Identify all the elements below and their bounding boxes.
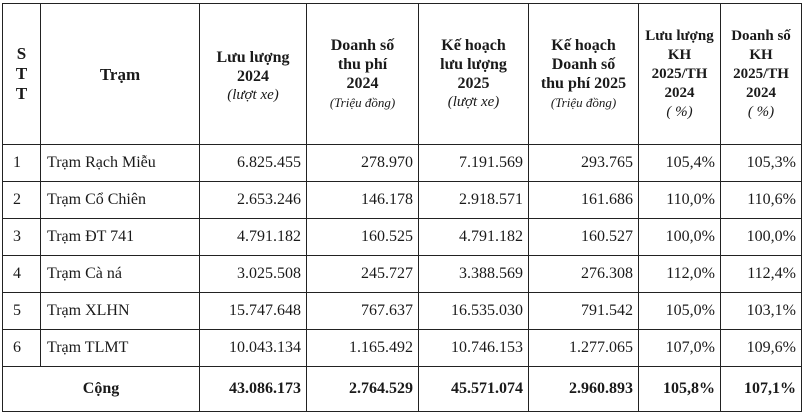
header-plan-revenue-2025-unit: (Triệu đồng) — [550, 95, 617, 110]
row-traffic-2024: 15.747.648 — [200, 293, 307, 330]
row-traffic-2024: 4.791.182 — [200, 219, 307, 256]
row-stt: 5 — [3, 293, 41, 330]
row-revenue-2024: 245.727 — [307, 256, 419, 293]
row-station: Trạm ĐT 741 — [41, 219, 200, 256]
header-plan-traffic-2025 — [419, 4, 529, 145]
total-ratio-revenue: 107,1% — [721, 367, 802, 412]
total-plan-revenue-2025: 2.960.893 — [529, 367, 639, 412]
row-ratio-revenue: 103,1% — [721, 293, 802, 330]
table-row — [3, 182, 802, 219]
row-traffic-2024: 2.653.246 — [200, 182, 307, 219]
header-traffic-2024-title: Lưu lượng 2024 — [216, 48, 290, 85]
row-ratio-traffic: 112,0% — [639, 256, 721, 293]
total-label: Cộng — [3, 367, 200, 412]
header-ratio-traffic-title: Lưu lượng KH 2025/TH 2024 — [645, 27, 714, 101]
header-plan-traffic-2025-unit: (lượt xe) — [447, 94, 500, 110]
total-row — [3, 367, 802, 412]
table-row — [3, 293, 802, 330]
row-ratio-traffic: 100,0% — [639, 219, 721, 256]
header-station: Trạm — [41, 4, 200, 145]
header-traffic-2024-unit: (lượt xe) — [227, 86, 279, 103]
row-plan-revenue-2025: 791.542 — [529, 293, 639, 330]
row-stt: 6 — [3, 330, 41, 367]
header-ratio-revenue-title: Doanh số KH 2025/TH 2024 — [731, 27, 791, 101]
row-stt: 4 — [3, 256, 41, 293]
row-ratio-revenue: 100,0% — [721, 219, 802, 256]
row-plan-revenue-2025: 293.765 — [529, 145, 639, 182]
toll-station-table — [2, 3, 802, 412]
row-ratio-traffic: 105,0% — [639, 293, 721, 330]
total-revenue-2024: 2.764.529 — [307, 367, 419, 412]
row-station: Trạm Cổ Chiên — [41, 182, 200, 219]
header-plan-traffic-2025-title: Kế hoạch lưu lượng 2025 — [440, 37, 507, 92]
header-plan-revenue-2025 — [529, 4, 639, 145]
row-ratio-revenue: 112,4% — [721, 256, 802, 293]
row-plan-traffic-2025: 3.388.569 — [419, 256, 529, 293]
row-plan-traffic-2025: 7.191.569 — [419, 145, 529, 182]
header-revenue-2024-title: Doanh số thu phí 2024 — [330, 37, 395, 92]
row-revenue-2024: 146.178 — [307, 182, 419, 219]
row-station: Trạm Cà ná — [41, 256, 200, 293]
row-revenue-2024: 1.165.492 — [307, 330, 419, 367]
table-row — [3, 145, 802, 182]
table-row — [3, 256, 802, 293]
row-plan-revenue-2025: 1.277.065 — [529, 330, 639, 367]
row-plan-traffic-2025: 10.746.153 — [419, 330, 529, 367]
row-plan-revenue-2025: 161.686 — [529, 182, 639, 219]
row-station: Trạm XLHN — [41, 293, 200, 330]
row-ratio-revenue: 105,3% — [721, 145, 802, 182]
total-plan-traffic-2025: 45.571.074 — [419, 367, 529, 412]
row-revenue-2024: 160.525 — [307, 219, 419, 256]
row-station: Trạm Rạch Miễu — [41, 145, 200, 182]
row-ratio-revenue: 110,6% — [721, 182, 802, 219]
header-stt: S T T — [3, 4, 41, 145]
row-ratio-revenue: 109,6% — [721, 330, 802, 367]
row-revenue-2024: 278.970 — [307, 145, 419, 182]
row-plan-revenue-2025: 276.308 — [529, 256, 639, 293]
row-ratio-traffic: 110,0% — [639, 182, 721, 219]
row-ratio-traffic: 107,0% — [639, 330, 721, 367]
header-ratio-traffic — [639, 4, 721, 145]
row-stt: 3 — [3, 219, 41, 256]
row-plan-traffic-2025: 16.535.030 — [419, 293, 529, 330]
total-ratio-traffic: 105,8% — [639, 367, 721, 412]
row-plan-traffic-2025: 2.918.571 — [419, 182, 529, 219]
row-station: Trạm TLMT — [41, 330, 200, 367]
row-traffic-2024: 3.025.508 — [200, 256, 307, 293]
row-traffic-2024: 10.043.134 — [200, 330, 307, 367]
row-stt: 1 — [3, 145, 41, 182]
row-plan-traffic-2025: 4.791.182 — [419, 219, 529, 256]
header-traffic-2024 — [200, 4, 307, 145]
row-ratio-traffic: 105,4% — [639, 145, 721, 182]
total-traffic-2024: 43.086.173 — [200, 367, 307, 412]
header-ratio-revenue — [721, 4, 802, 145]
header-revenue-2024-unit: (Triệu đồng) — [329, 95, 396, 110]
header-revenue-2024 — [307, 4, 419, 145]
row-revenue-2024: 767.637 — [307, 293, 419, 330]
table-row — [3, 219, 802, 256]
row-traffic-2024: 6.825.455 — [200, 145, 307, 182]
row-plan-revenue-2025: 160.527 — [529, 219, 639, 256]
header-ratio-traffic-unit: ( %) — [666, 103, 693, 120]
header-ratio-revenue-unit: ( %) — [747, 103, 775, 120]
table-row — [3, 330, 802, 367]
header-plan-revenue-2025-title: Kế hoạch Doanh số thu phí 2025 — [540, 37, 627, 92]
header-row — [3, 4, 802, 145]
row-stt: 2 — [3, 182, 41, 219]
